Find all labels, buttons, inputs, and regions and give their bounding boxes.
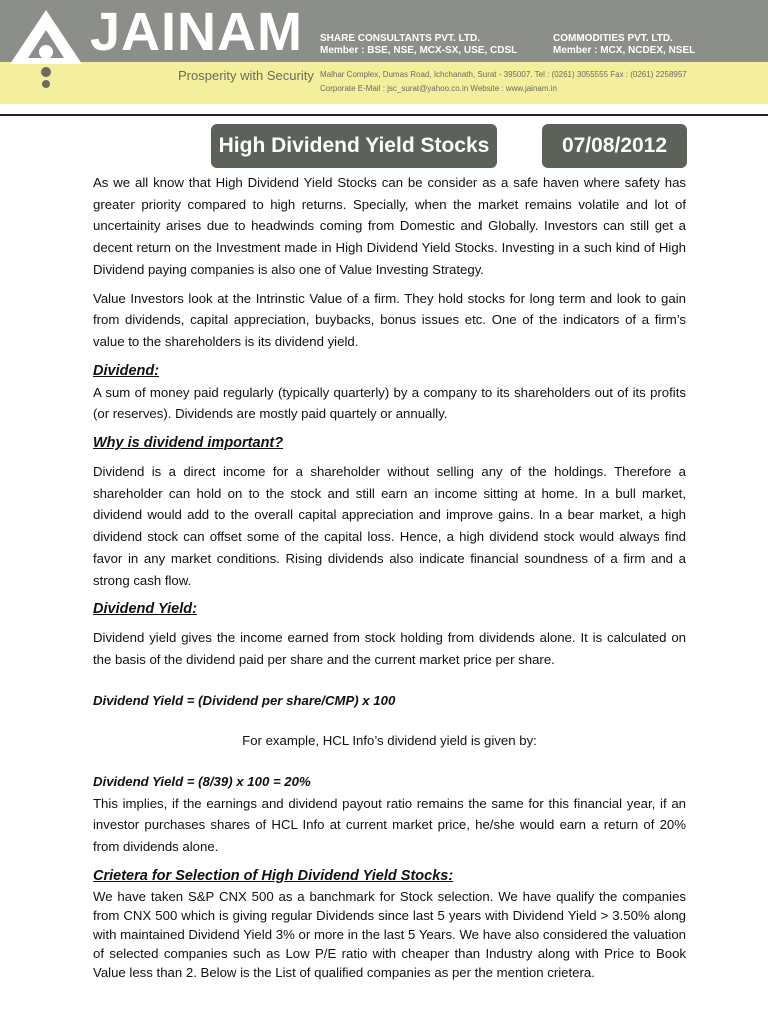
company1-members: Member : BSE, NSE, MCX-SX, USE, CDSL [320, 45, 518, 56]
dividend-yield-paragraph: Dividend yield gives the income earned from stock holding from dividends alone. It is calculated on the basis of the dividend paid per share and the current market price per share. [93, 630, 686, 667]
page-title: High Dividend Yield Stocks [211, 124, 497, 168]
dividend-heading: Dividend: [93, 362, 160, 379]
intro-paragraph-1: As we all know that High Dividend Yield Stocks can be consider as a safe haven where safety has greater priority compared to high returns. Specially, when the market remains volatile and lot of uncertainity arises due to headwinds coming from Domestic and Globally. Investors can still get a decent return on the Investment made in High Dividend Yield Stocks. Investing in a such kind of High Dividend paying companies is also one of Value Investing Strategy. [93, 175, 686, 277]
company1-name: SHARE CONSULTANTS PVT. LTD. [320, 33, 480, 44]
dividend-paragraph: A sum of money paid regularly (typically quarterly) by a company to its shareholders out of its profits (or reserves). Dividends are mostly paid quartely or annually. [93, 384, 686, 422]
company-commodities [553, 33, 695, 57]
header-divider [0, 114, 768, 116]
brand-name: JAINAM [90, 2, 304, 62]
dividend-yield-formula: Dividend Yield = (Dividend per share/CMP) x 100 [93, 692, 396, 708]
dividend-yield-heading: Dividend Yield: [93, 601, 197, 618]
company-share-consultants [320, 33, 517, 57]
example-formula: Dividend Yield = (8/39) x 100 = 20% [93, 774, 311, 790]
letterhead-address [320, 68, 687, 96]
why-dividend-heading: Why is dividend important? [93, 435, 284, 452]
brand-tagline: Prosperity with Security [178, 68, 314, 83]
intro-paragraph-2: Value Investors look at the Intrinstic Value of a firm. They hold stocks for long term and look to gain from dividends, capital appreciation, buybacks, bonus issues etc. One of the indicators of a firm’s value to the shareholders is its dividend yield. [93, 290, 686, 349]
document-body [93, 172, 686, 982]
example-paragraph: This implies, if the earnings and dividend payout ratio remains the same for this financial year, if an investor purchases shares of HCL Info at current market price, he/she would earn a return of 20% from dividends alone. [93, 795, 686, 855]
criteria-heading: Crietera for Selection of High Dividend Yield Stocks: [93, 867, 454, 884]
criteria-paragraph: We have taken S&P CNX 500 as a banchmark for Stock selection. We have qualify the companies from CNX 500 which is giving regular Dividends since last 5 years with Dividend Yield > 3.50% along with maintained Dividend Yield 3% or more in the last 5 Years. We have also considered the valuation of selected companies such as Low P/E ratio with cheaper than Industry along with Price to Book Value less than 2. Below is the List of qualified companies as per the mention crietera. [93, 888, 686, 980]
report-date: 07/08/2012 [542, 124, 687, 168]
address-line: Malhar Complex, Dumas Road, Ichchanath, Surat - 395007. Tel : (0261) 3055555 Fax : (0261) 2258957 [320, 70, 687, 79]
example-intro: For example, HCL Info’s dividend yield is given by: [242, 733, 537, 749]
why-dividend-paragraph: Dividend is a direct income for a shareholder without selling any of the holdings. Therefore a shareholder can hold on to the stock and still earn an income sitting at home. In a bull market, dividend would add to the overall capital appreciation and improve gains. In a bear market, a high dividend stock can offset some of the capital loss. Hence, a high dividend stock would always find favor in any market conditions. Rising dividends also indicate financial soundness of a firm and a strong cash flow. [93, 464, 686, 588]
company2-members: Member : MCX, NCDEX, NSEL [553, 45, 696, 56]
letterhead [0, 0, 768, 104]
contact-line: Corporate E-Mail : jsc_surat@yahoo.co.in Website : www.jainam.in [320, 84, 557, 93]
jainam-logo-icon [6, 6, 86, 102]
company2-name: COMMODITIES PVT. LTD. [553, 33, 673, 44]
